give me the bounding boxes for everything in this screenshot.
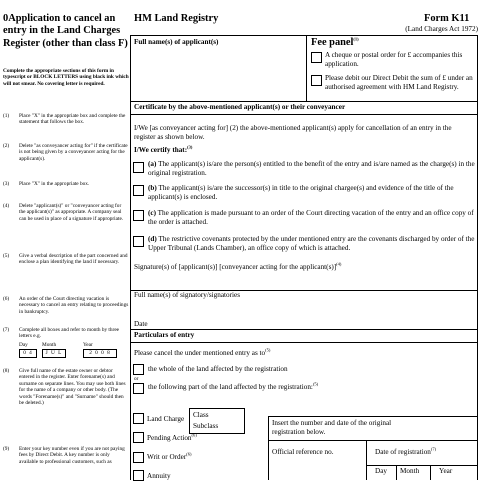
option-letter: (a) <box>148 160 157 168</box>
side-note-5 <box>3 253 129 293</box>
fee-cheque-text: A cheque or postal order for £ accompanies this application. <box>325 51 463 68</box>
whole-land-checkbox[interactable] <box>133 364 144 375</box>
registry-name: HM Land Registry <box>134 13 219 24</box>
option-letter: (d) <box>148 235 157 243</box>
registration-year-header: Year <box>439 467 453 475</box>
side-note-6 <box>3 296 129 330</box>
note-number: (4) <box>3 203 10 209</box>
certify-option-b <box>148 184 476 202</box>
note-number: (5) <box>3 253 10 259</box>
signature-label-text: Signature(s) of [applicant(s)] [conveyancer acting for the applicant(s)] <box>134 263 337 271</box>
certificate-intro-text: I/We [as conveyancer acting for] (2) the above-mentioned applicant(s) apply for cancellation of an entry in the register as shown below. <box>134 124 452 141</box>
instructions-intro: Complete the appropriate sections of this form in typescript or BLOCK LETTERS using black ink which will not smear. No covering letter is required. <box>3 68 129 87</box>
pending-action-label <box>147 434 197 443</box>
note-number: (9) <box>3 446 10 452</box>
certify-label <box>134 146 192 155</box>
note-text: Place "X" in the appropriate box and complete the statement that follows the box. <box>19 113 126 126</box>
part-land-ref: (5) <box>312 381 319 387</box>
fee-panel-ref: (1) <box>353 36 359 42</box>
option-text: The applicant(s) is/are the person(s) entitled to the benefit of the entry and is/are named as the charge(s) in the original registration. <box>148 160 475 177</box>
particulars-heading: Particulars of entry <box>134 331 195 339</box>
option-text: The application is made pursuant to an order of the Court directing vacation of the entry and an office copy of the order is attached. <box>148 209 474 226</box>
signatory-field[interactable] <box>131 301 477 315</box>
option-letter: (c) <box>148 209 156 217</box>
subclass-label: Subclass <box>193 422 219 430</box>
signature-label <box>134 263 474 272</box>
certify-option-b-checkbox[interactable] <box>133 185 144 196</box>
date-example-year-value: 2 0 0 8 <box>83 349 117 358</box>
date-field[interactable] <box>155 318 477 328</box>
note-number: (2) <box>3 143 10 149</box>
cancel-label <box>134 349 270 358</box>
cancel-label-text: Please cancel the under mentioned entry as to <box>134 349 266 357</box>
certify-option-d-checkbox[interactable] <box>133 236 144 247</box>
annuity-label: Annuity <box>147 472 171 480</box>
option-text: The restrictive covenants protected by the under mentioned entry are the covenants discharged by order of the Upper Tribunal (Lands Chamber), an office copy of which is attached. <box>148 235 475 252</box>
certify-option-c-checkbox[interactable] <box>133 210 144 221</box>
note-number: (6) <box>3 296 10 302</box>
date-example-month-value: J U L <box>42 349 66 358</box>
side-note-4 <box>3 203 129 247</box>
certify-option-d <box>148 235 476 253</box>
annuity-checkbox[interactable] <box>133 470 144 481</box>
divider <box>130 342 478 343</box>
signature-field[interactable] <box>131 274 477 288</box>
writ-order-ref: (6) <box>186 451 192 457</box>
note-text: Place "X" in the appropriate box. <box>19 181 90 187</box>
fee-panel-divider <box>306 35 307 101</box>
form-id: Form K11 <box>424 13 470 24</box>
signature-ref: (4) <box>336 261 342 267</box>
note-text: Give a verbal description of the part concerned and enclose a plan identifying the land if necessary. <box>19 253 128 266</box>
fee-cheque-checkbox[interactable] <box>311 52 322 63</box>
date-example-month-header: Month <box>42 342 57 348</box>
side-note-1 <box>3 113 129 141</box>
land-charge-label: Land Charge <box>147 415 185 423</box>
date-example <box>19 342 131 360</box>
note-text: Complete all boxes and refer to month by three letters e.g. <box>19 327 120 340</box>
writ-order-label <box>147 453 191 462</box>
part-land-label <box>148 383 318 392</box>
fee-panel-title-text: Fee panel <box>311 37 354 48</box>
whole-land-label: the whole of the land affected by the registration <box>148 365 288 373</box>
registration-date-ref: (7) <box>430 446 437 452</box>
certify-ref: (3) <box>187 144 193 150</box>
note-number: (1) <box>3 113 10 119</box>
registration-date-label <box>375 448 436 457</box>
date-example-day-value: 0 4 <box>19 349 37 358</box>
note-number: (8) <box>3 368 10 374</box>
note-text: Enter your key number even if you are not paying fees by Direct Debit. A key number is only available to professional customers, such as <box>19 446 125 465</box>
note-number: (7) <box>3 327 10 333</box>
date-label: Date <box>134 320 148 328</box>
side-note-7 <box>3 327 129 341</box>
registration-day-header: Day <box>375 467 387 475</box>
divider <box>366 440 367 480</box>
date-example-year-header: Year <box>83 342 93 348</box>
divider <box>268 440 478 441</box>
land-charge-checkbox[interactable] <box>133 413 144 424</box>
pending-action-text: Pending Action <box>147 434 192 442</box>
certify-option-c <box>148 209 476 227</box>
applicants-field[interactable] <box>131 50 305 100</box>
divider <box>130 101 478 102</box>
part-land-checkbox[interactable] <box>133 383 144 394</box>
side-note-9 <box>3 446 129 480</box>
writ-order-text: Writ or Order <box>147 453 187 461</box>
date-example-day-header: Day <box>19 342 28 348</box>
certify-label-text: I/We certify that: <box>134 146 188 154</box>
note-number: (3) <box>3 181 10 187</box>
cancel-ref: (5) <box>265 347 271 353</box>
certify-option-a-checkbox[interactable] <box>133 162 144 173</box>
class-label: Class <box>193 411 209 419</box>
official-ref-label: Official reference no. <box>272 448 334 456</box>
registration-date-text: Date of registration <box>375 448 431 456</box>
divider <box>130 329 478 330</box>
option-letter: (b) <box>148 184 157 192</box>
pending-action-ref: (6) <box>191 432 197 438</box>
certificate-intro <box>134 124 474 142</box>
part-land-field[interactable] <box>131 394 477 406</box>
fee-direct-debit-checkbox[interactable] <box>311 75 322 86</box>
signatory-label: Full name(s) of signatory/signatories <box>134 291 240 299</box>
insert-note: Insert the number and date of the original registration below. <box>272 419 392 436</box>
official-ref-field[interactable] <box>269 466 365 479</box>
act-reference: (Land Charges Act 1972) <box>405 25 478 33</box>
divider <box>366 465 478 466</box>
fee-panel-title <box>311 37 359 48</box>
side-note-3 <box>3 181 129 197</box>
divider <box>130 114 478 115</box>
note-text: Delete "applicant(s)" or "conveyancer acting for the applicant(s)" as appropriate. A company seal can be used in place of a signature if appropriate. <box>19 203 124 222</box>
registration-month-header: Month <box>400 467 420 475</box>
fee-direct-debit-text: Please debit our Direct Debit the sum of £ under an authorised agreement with HM Land Registry. <box>325 74 473 91</box>
pending-action-checkbox[interactable] <box>133 432 144 443</box>
side-note-8 <box>3 368 129 448</box>
note-text: Delete "as conveyancer acting for" if the certificate is not being given by a conveyancer acting for the applicant(s). <box>19 143 128 162</box>
certify-option-a <box>148 160 476 178</box>
note-text: An order of the Court directing vacation is necessary to cancel an entry relating to proceedings in bankruptcy. <box>19 296 129 315</box>
certificate-heading: Certificate by the above-mentioned applicant(s) or their conveyancer <box>134 103 346 111</box>
writ-order-checkbox[interactable] <box>133 452 144 463</box>
form-title: 0Application to cancel an entry in the Land Charges Register (other than class F) <box>3 13 128 49</box>
option-text: The applicant(s) is/are the successor(s) in title to the original chargee(s) and evidence of the title of the applicant(s) is enclosed. <box>148 184 454 201</box>
divider <box>396 465 397 480</box>
or-label: or <box>134 376 139 382</box>
divider <box>430 465 431 480</box>
applicants-label: Full name(s) of applicant(s) <box>134 38 219 46</box>
side-note-2 <box>3 143 129 179</box>
part-land-label-text: the following part of the land affected by the registration: <box>148 383 313 391</box>
note-text: Give full name of the estate owner or debtor entered in the register. Enter forename(s) and surname on separate lines. You may use both lines for the name of a company or other body. (The words "Forename(s)" and "Surname" should then be deleted.) <box>19 368 126 407</box>
